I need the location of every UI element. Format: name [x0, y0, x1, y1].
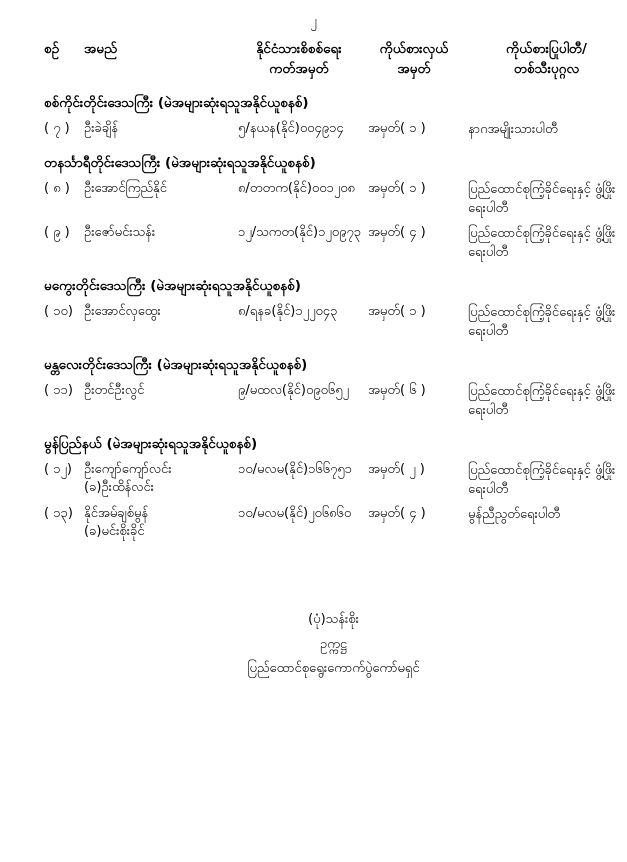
- table-header: [0, 40, 627, 80]
- table-row: [0, 120, 627, 140]
- row-nrc: ၁၂/သကတ(နိုင်)၁၂၀၉၇၃: [238, 224, 362, 240]
- row-party: ပြည်ထောင်စုကြံ့ခိုင်ရေးနှင့် ဖွံ့ဖြိုးရေးပါတီ: [468, 225, 616, 260]
- row-rep: အမှတ်( ၂ ): [368, 461, 425, 477]
- row-name: ဦးအောင်လှထွေး: [84, 303, 161, 319]
- section-title: တနင်္သာရီတိုင်းဒေသကြီး (မဲအများဆုံးရသူအနိုင်ယူစနစ်): [44, 154, 316, 171]
- row-no: ( ၁၁): [44, 382, 73, 398]
- row-nrc: ၉/မထလ(နိုင်)၀၉၀၆၅၂: [238, 382, 349, 398]
- table-row: [0, 303, 627, 342]
- document-content: [0, 40, 627, 547]
- row-name-main: နိုင်အမ်ချစ်မွန်: [84, 505, 149, 521]
- row-rep: အမှတ်( ၆ ): [368, 382, 426, 398]
- section-title: မွန်ပြည်နယ် (မဲအများဆုံးရသူအနိုင်ယူစနစ်): [44, 435, 258, 452]
- table-row: [0, 224, 627, 263]
- header-col-nrc-line2: ကတ်အမှတ်: [269, 61, 329, 77]
- page-number: ၂: [310, 14, 317, 29]
- row-name-alias: (ခ)ဦးထိန်လင်း: [84, 480, 154, 496]
- section-title: မန္တလေးတိုင်းဒေသကြီး (မဲအများဆုံးရသူအနိုင်ယူစနစ်): [44, 356, 308, 373]
- signature-name: (ပုံ)သန်းစိုး: [308, 612, 359, 627]
- table-row: [0, 382, 627, 421]
- row-party: ပြည်ထောင်စုကြံ့ခိုင်ရေးနှင့် ဖွံ့ဖြိုးရေးပါတီ: [468, 462, 616, 497]
- row-rep: အမှတ်( ၁ ): [368, 303, 426, 319]
- row-name-main: ဦးကျော်ကျော်လင်း: [84, 461, 172, 477]
- row-nrc: ၈/တတက(နိုင်)၀၀၁၂၀၈: [238, 180, 355, 196]
- row-no: ( ၇ ): [44, 121, 70, 136]
- row-no: ( ၉ ): [44, 224, 70, 240]
- row-nrc: ၅/နယန(နိုင်)၀၀၄၉၁၄: [238, 121, 344, 136]
- row-name: ဦးခဲချိန်: [84, 121, 118, 136]
- row-party: ပြည်ထောင်စုကြံ့ခိုင်ရေးနှင့် ဖွံ့ဖြိုးရေးပါတီ: [468, 304, 616, 339]
- row-name: ဦးအောင်ကြည်နိုင်: [84, 180, 167, 196]
- row-name: [84, 461, 238, 499]
- header-col-party-line2: တစ်သီးပုဂ္ဂလ: [513, 61, 580, 77]
- section-title: စစ်ကိုင်းတိုင်းဒေသကြီး (မဲအများဆုံးရသူအနိုင်ယူစနစ်): [44, 95, 309, 111]
- row-party: မွန်ညီညွတ်ရေးပါတီ: [468, 506, 561, 522]
- table-row: [0, 461, 627, 500]
- row-nrc: ၁၀/မလမ(နိုင်)၂၀၆၈၆၀: [238, 505, 352, 521]
- header-col-party-line1: ကိုယ်စားပြုပါတီ/: [506, 41, 587, 57]
- header-col-rep: [364, 40, 464, 80]
- row-name: ဦးတင်ဦးလွင်: [84, 382, 145, 398]
- header-col-no: စဉ်: [44, 41, 60, 57]
- row-name: [84, 505, 238, 543]
- row-name: ဦးဇော်မင်းသန်း: [84, 224, 156, 240]
- row-no: ( ၈ ): [44, 180, 70, 196]
- row-rep: အမှတ်( ၁ ): [368, 121, 426, 136]
- header-col-rep-line2: အမှတ်: [397, 61, 431, 77]
- header-col-nrc: [234, 40, 364, 80]
- table-row: [0, 505, 627, 543]
- header-col-rep-line1: ကိုယ်စားလှယ်: [379, 41, 449, 57]
- header-col-name: အမည်: [84, 41, 118, 57]
- row-rep: အမှတ်( ၄ ): [368, 505, 426, 521]
- signature-organization: ပြည်ထောင်စုရွေးကောက်ပွဲကော်မရှင်: [247, 661, 420, 677]
- row-nrc: ၁၀/မလမ(နိုင်)၁၆၆၇၅၁: [238, 461, 352, 477]
- row-name-alias: (ခ)မင်းစိုးခိုင်: [84, 524, 145, 540]
- signature-title: ဥက္ကဋ္ဌ: [320, 636, 347, 652]
- header-col-nrc-line1: နိုင်ငံသားစိစစ်ရေး: [256, 41, 342, 57]
- row-no: ( ၁၃): [44, 505, 73, 521]
- row-party: ပြည်ထောင်စုကြံ့ခိုင်ရေးနှင့် ဖွံ့ဖြိုးရေးပါတီ: [468, 383, 616, 418]
- row-party: နာဂအမျိုးသားပါတီ: [468, 122, 558, 137]
- row-rep: အမှတ်( ၁ ): [368, 180, 426, 196]
- header-col-party: [464, 40, 627, 80]
- row-no: ( ၁၂): [44, 461, 72, 477]
- table-row: [0, 180, 627, 219]
- row-nrc: ၈/ရနခ(နိုင်)၁၂၂၀၄၃: [238, 303, 338, 319]
- row-no: ( ၁၀): [44, 303, 73, 319]
- row-party: ပြည်ထောင်စုကြံ့ခိုင်ရေးနှင့် ဖွံ့ဖြိုးရေးပါတီ: [468, 181, 616, 216]
- row-rep: အမှတ်( ၄ ): [368, 224, 426, 240]
- section-title: မကွေးတိုင်းဒေသကြီး (မဲအများဆုံးရသူအနိုင်ယူစနစ်): [44, 277, 301, 294]
- signature-block: [0, 608, 627, 682]
